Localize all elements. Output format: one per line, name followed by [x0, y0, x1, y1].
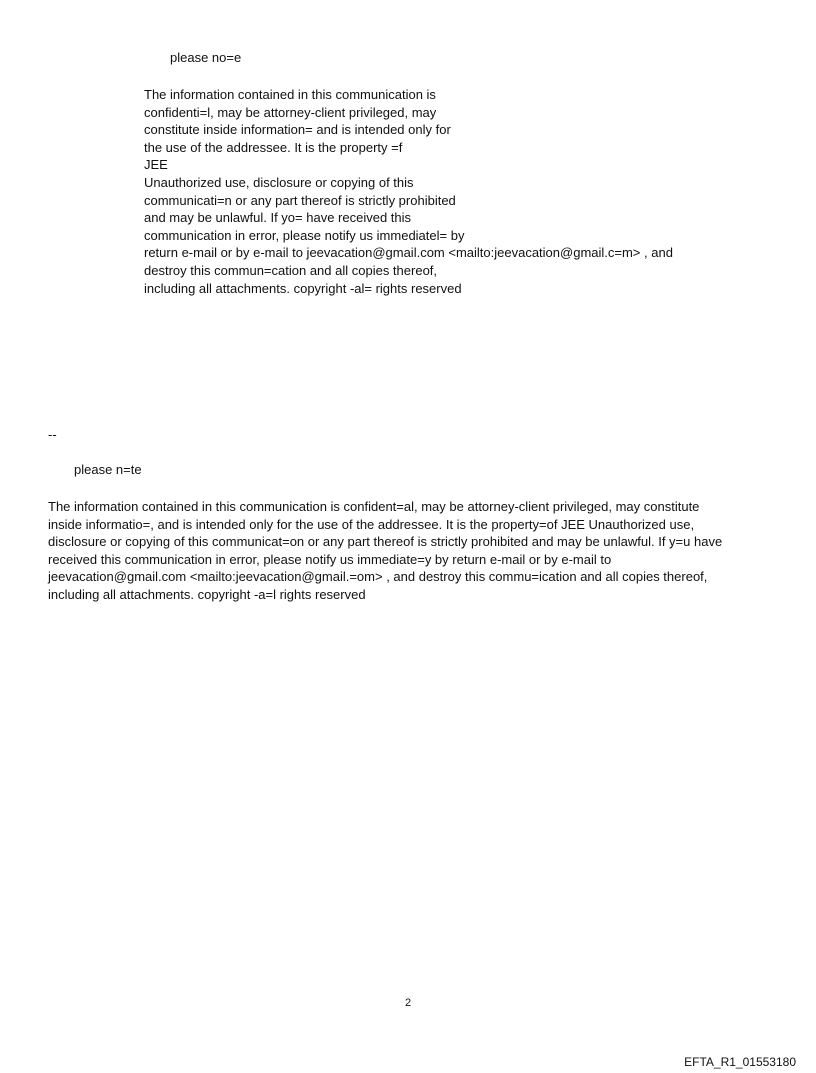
second-disclaimer-line: disclosure or copying of this communicat=on or any part thereof is strictly prohibited and may be unlawful. If y=u have: [48, 534, 723, 550]
second-disclaimer-line: The information contained in this communication is confident=al, may be attorney-client privileged, may constitute: [48, 499, 700, 514]
first-disclaimer-line: return e-mail or by e-mail to jeevacation@gmail.com <mailto:jeevacation@gmail.c=m> , and: [144, 245, 673, 261]
second-note-label: please n=te: [74, 462, 142, 477]
first-disclaimer-line: Unauthorized use, disclosure or copying of this: [144, 174, 414, 190]
first-disclaimer-line: The information contained in this communication is: [144, 87, 436, 102]
first-disclaimer-line: destroy this commun=cation and all copies thereof,: [144, 262, 438, 278]
document-id: EFTA_R1_01553180: [684, 1055, 796, 1069]
page-number: 2: [404, 997, 412, 1009]
second-disclaimer-line: jeevacation@gmail.com <mailto:jeevacation@gmail.=om> , and destroy this commu=ication and all copies thereof,: [48, 569, 708, 585]
first-disclaimer-line: confidenti=l, may be attorney-client privileged, may: [144, 104, 437, 120]
first-disclaimer-line: and may be unlawful. If yo= have received this: [144, 210, 412, 226]
first-disclaimer-line: the use of the addressee. It is the property =f: [144, 139, 403, 155]
first-disclaimer-line: including all attachments. copyright -al= rights reserved: [144, 280, 462, 296]
first-disclaimer-line: communicati=n or any part thereof is strictly prohibited: [144, 192, 456, 208]
first-note-label: please no=e: [170, 50, 242, 65]
first-disclaimer-block: [144, 86, 784, 297]
second-disclaimer-block: [48, 498, 788, 604]
second-disclaimer-line: including all attachments. copyright -a=l rights reserved: [48, 586, 366, 602]
first-disclaimer-line: communication in error, please notify us immediatel= by: [144, 227, 465, 243]
signature-separator: --: [48, 427, 57, 442]
first-disclaimer-line: JEE: [144, 157, 168, 173]
second-disclaimer-line: inside informatio=, and is intended only for the use of the addressee. It is the property=of JEE Unauthorized use,: [48, 516, 695, 532]
second-disclaimer-line: received this communication in error, please notify us immediate=y by return e-mail or by e-mail to: [48, 551, 612, 567]
first-disclaimer-line: constitute inside information= and is intended only for: [144, 122, 451, 138]
